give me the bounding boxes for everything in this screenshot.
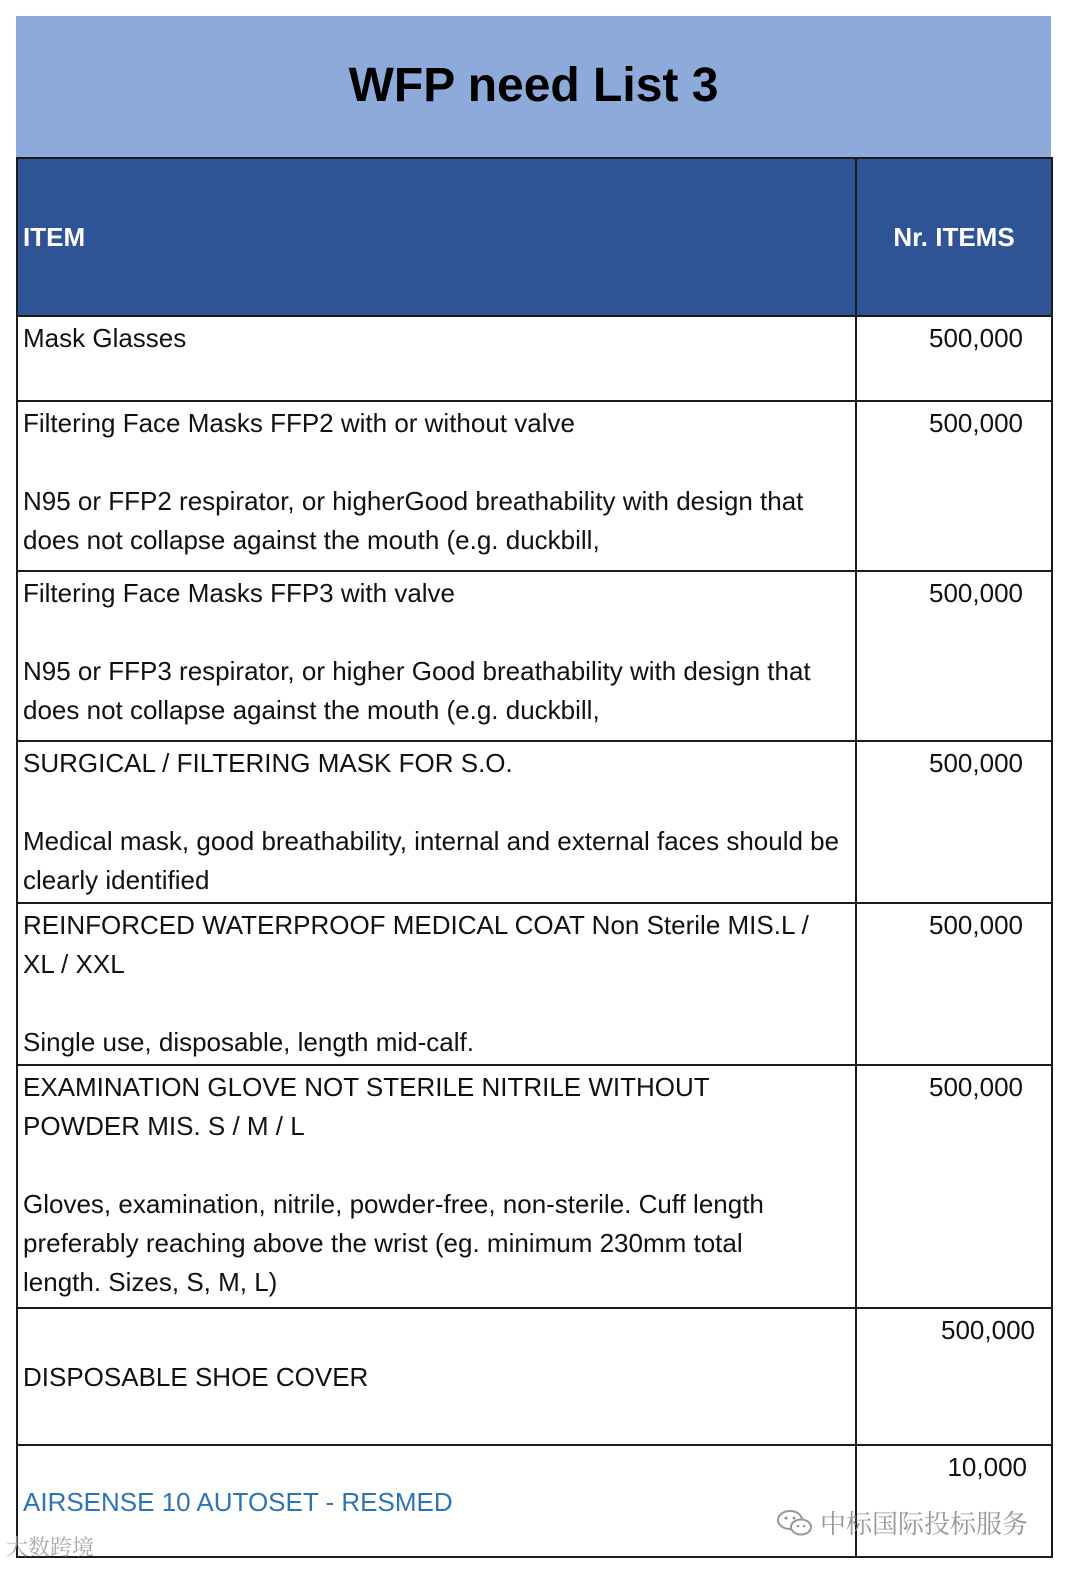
item-cell	[17, 1308, 856, 1445]
header-count: Nr. ITEMS	[856, 158, 1052, 316]
header-item: ITEM	[17, 158, 856, 316]
item-cell	[17, 741, 856, 903]
count-cell: 10,000	[856, 1445, 1052, 1557]
item-cell	[17, 571, 856, 741]
item-description: Gloves, examination, nitrile, powder-free, non-sterile. Cuff length preferably reaching above the wrist (eg. minimum 230mm total length. Sizes, S, M, L)	[23, 1189, 764, 1297]
table-row	[17, 1065, 1052, 1308]
item-name: AIRSENSE 10 AUTOSET - RESMED	[23, 1486, 453, 1517]
item-description: N95 or FFP2 respirator, or higherGood breathability with design that does not collapse against the mouth (e.g. duckbill,	[23, 486, 804, 555]
item-name: Filtering Face Masks FFP2 with or without valve	[23, 408, 575, 438]
table-row	[17, 903, 1052, 1065]
item-description: Single use, disposable, length mid-calf.	[23, 1027, 474, 1057]
item-name: SURGICAL / FILTERING MASK FOR S.O.	[23, 748, 513, 778]
item-name: Filtering Face Masks FFP3 with valve	[23, 578, 456, 608]
item-description: N95 or FFP3 respirator, or higher Good breathability with design that does not collapse against the mouth (e.g. duckbill,	[23, 656, 811, 725]
count-cell: 500,000	[856, 401, 1052, 571]
count-cell: 500,000	[856, 316, 1052, 401]
count-cell: 500,000	[856, 1065, 1052, 1308]
wechat-icon	[776, 1508, 814, 1538]
count-cell: 500,000	[856, 1308, 1052, 1445]
table-row	[17, 571, 1052, 741]
item-description: Medical mask, good breathability, internal and external faces should be clearly identified	[23, 826, 840, 895]
table-row	[17, 401, 1052, 571]
page-title: WFP need List 3	[348, 59, 719, 112]
item-cell	[17, 1445, 856, 1557]
title-bar	[16, 16, 1051, 157]
item-name: Mask Glasses	[23, 323, 187, 353]
needs-table	[16, 157, 1053, 1558]
watermark-left-text: 大数跨境	[6, 1535, 95, 1560]
item-name: REINFORCED WATERPROOF MEDICAL COAT Non Sterile MIS.L / XL / XXL	[23, 910, 809, 979]
watermark-left	[6, 1531, 94, 1562]
table-header-row	[17, 158, 1052, 316]
table-row	[17, 316, 1052, 401]
item-cell	[17, 1065, 856, 1308]
wfp-sheet	[16, 16, 1051, 1558]
item-cell	[17, 903, 856, 1065]
watermark-right	[776, 1504, 1028, 1541]
table-row	[17, 741, 1052, 903]
item-cell	[17, 316, 856, 401]
count-cell: 500,000	[856, 741, 1052, 903]
count-cell: 500,000	[856, 571, 1052, 741]
item-cell	[17, 401, 856, 571]
count-cell: 500,000	[856, 903, 1052, 1065]
watermark-right-text: 中标国际投标服务	[820, 1509, 1029, 1539]
table-row	[17, 1308, 1052, 1445]
item-name: EXAMINATION GLOVE NOT STERILE NITRILE WITHOUT POWDER MIS. S / M / L	[23, 1072, 710, 1141]
item-name: DISPOSABLE SHOE COVER	[23, 1362, 369, 1392]
